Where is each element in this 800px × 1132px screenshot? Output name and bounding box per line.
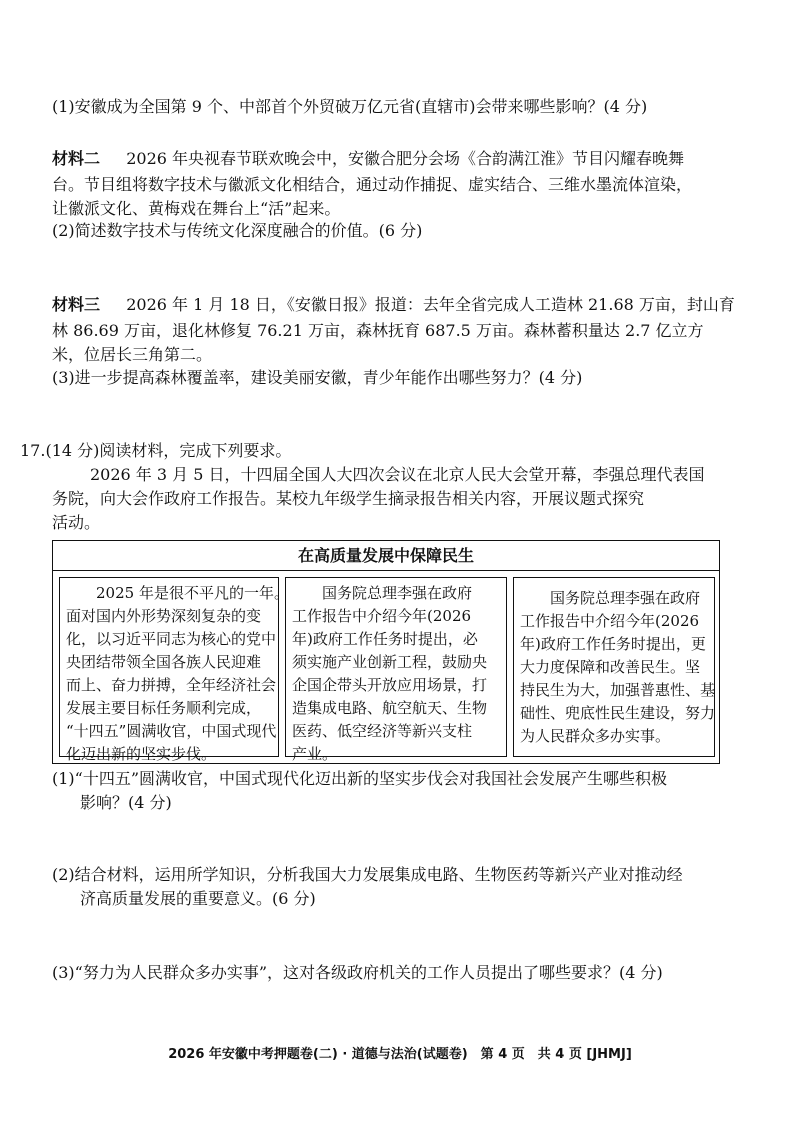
material-3-text-1: 2026 年 1 月 18 日，《安徽日报》报道：去年全省完成人工造林 21.68 万亩，封山育 — [126, 295, 735, 314]
material-2-label: 材料二 — [52, 149, 101, 168]
cell-1-line: 2025 年是很不平凡的一年。 — [66, 584, 289, 602]
question-17-intro-2: 务院，向大会作政府工作报告。某校九年级学生摘录报告相关内容，开展议题式探究 — [52, 489, 645, 508]
cell-2-line: 产业。 — [292, 745, 338, 763]
cell-1-line: 央团结带领全国各族人民迎难 — [66, 653, 262, 671]
cell-1-line: 化，以习近平同志为核心的党中 — [66, 630, 277, 648]
question-16-3: (3)进一步提高森林覆盖率，建设美丽安徽，青少年能作出哪些努力？(4 分) — [52, 368, 583, 387]
material-2-line-2: 台。节目组将数字技术与徽派文化相结合，通过动作捕捉、虚实结合、三维水墨流体渲染， — [52, 175, 693, 194]
cell-3-line: 大力度保障和改善民生。坚 — [520, 657, 701, 676]
cell-1-line: 面对国内外形势深刻复杂的变 — [66, 607, 262, 625]
question-16-1: (1)安徽成为全国第 9 个、中部首个外贸破万亿元省(直辖市)会带来哪些影响？(4 分) — [52, 97, 648, 116]
question-17-intro-3: 活动。 — [52, 513, 101, 532]
material-3-line-3: 米，位居长三角第二。 — [52, 345, 213, 364]
cell-1-line: 化迈出新的坚实步伐。 — [66, 745, 217, 763]
question-17-1-line-2: 影响？(4 分) — [80, 793, 172, 812]
table-cell-3 — [513, 577, 715, 757]
question-17-intro-1: 2026 年 3 月 5 日，十四届全国人大四次会议在北京人民大会堂开幕，李强总理代表国 — [90, 465, 705, 484]
cell-3-line: 年)政府工作任务时提出，更 — [520, 634, 706, 653]
cell-2-line: 造集成电路、航空航天、生物 — [292, 699, 488, 717]
cell-3-line: 国务院总理李强在政府 — [520, 588, 701, 607]
question-16-2: (2)简述数字技术与传统文化深度融合的价值。(6 分) — [52, 221, 423, 240]
question-17-3: (3)“努力为人民群众多办实事”，这对各级政府机关的工作人员提出了哪些要求？(4 分) — [52, 963, 663, 982]
cell-2-line: 医药、低空经济等新兴支柱 — [292, 722, 473, 740]
question-17-2-line-2: 济高质量发展的重要意义。(6 分) — [80, 889, 316, 908]
page-footer: 2026 年安徽中考押题卷(二) · 道德与法治(试题卷) 第 4 页 共 4 页 [JHMJ] — [168, 1047, 632, 1062]
cell-2-line: 工作报告中介绍今年(2026 — [292, 607, 472, 625]
cell-3-line: 为人民群众多办实事。 — [520, 726, 671, 745]
material-3-line-2: 林 86.69 万亩，退化林修复 76.21 万亩，森林抚育 687.5 万亩。森林蓄积量达 2.7 亿立方 — [52, 321, 704, 340]
table-cell-2 — [285, 577, 507, 763]
cell-1-line: “十四五”圆满收官，中国式现代 — [66, 722, 277, 740]
question-17-2-line-1: (2)结合材料，运用所学知识，分析我国大力发展集成电路、生物医药等新兴产业对推动经 — [52, 865, 683, 884]
material-3-label: 材料三 — [52, 295, 101, 314]
cell-3-line: 持民生为大，加强普惠性、基 — [520, 680, 716, 699]
material-table — [52, 540, 720, 764]
question-17-1-line-1: (1)“十四五”圆满收官，中国式现代化迈出新的坚实步伐会对我国社会发展产生哪些积极 — [52, 769, 668, 788]
cell-3-line: 工作报告中介绍今年(2026 — [520, 611, 700, 630]
material-2-text-1: 2026 年央视春节联欢晚会中，安徽合肥分会场《合韵满江淮》节目闪耀春晚舞 — [126, 149, 685, 168]
cell-1-line: 发展主要目标任务顺利完成， — [66, 699, 262, 717]
material-3-line-1 — [52, 294, 735, 316]
cell-3-line: 础性、兜底性民生建设，努力 — [520, 703, 716, 722]
cell-2-line: 年)政府工作任务时提出，必 — [292, 630, 478, 648]
table-title: 在高质量发展中保障民生 — [53, 541, 719, 571]
question-17-header: 17.(14 分)阅读材料，完成下列要求。 — [20, 441, 292, 460]
cell-1-line: 而上、奋力拼搏，全年经济社会 — [66, 676, 277, 694]
material-2-line-3: 让徽派文化、黄梅戏在舞台上“活”起来。 — [52, 199, 341, 218]
cell-2-line: 须实施产业创新工程，鼓励央 — [292, 653, 488, 671]
cell-2-line: 企国企带头开放应用场景，打 — [292, 676, 488, 694]
cell-2-line: 国务院总理李强在政府 — [292, 584, 473, 602]
material-2-line-1 — [52, 148, 684, 170]
table-cell-1 — [59, 577, 289, 763]
